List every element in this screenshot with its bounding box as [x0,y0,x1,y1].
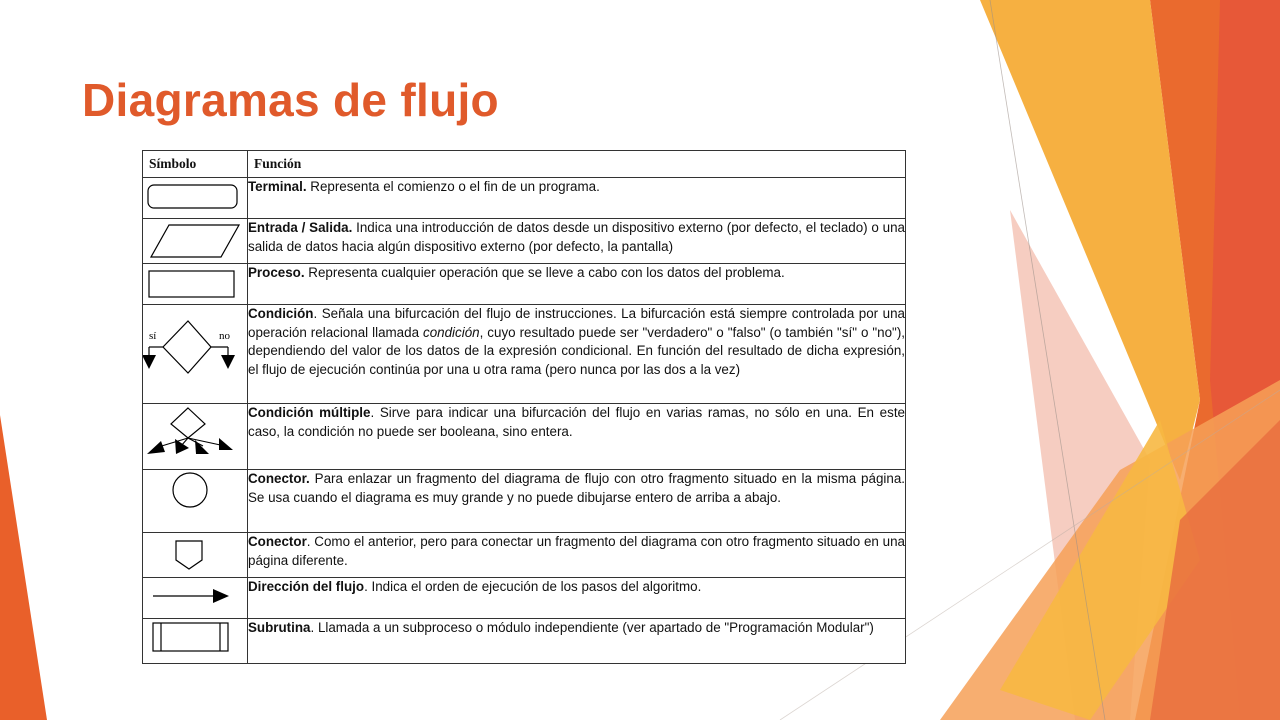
term-label: Entrada / Salida. [248,220,353,235]
term-label: Condición múltiple [248,405,371,420]
symbol-cell [143,178,248,219]
table-row [143,533,906,578]
offpage-connector-shape-icon [143,533,247,577]
function-cell [248,219,906,264]
slide-title: Diagramas de flujo [82,74,499,126]
symbol-cell [143,404,248,470]
term-description: Representa el comienzo o el fin de un programa. [306,179,600,194]
table-row [143,178,906,219]
table-row [143,619,906,664]
decision-no-label: no [219,330,230,342]
symbol-cell [143,619,248,664]
term-label: Conector [248,534,307,549]
symbol-cell [143,264,248,305]
process-shape-icon [143,264,247,304]
table-row [143,219,906,264]
symbol-cell [143,219,248,264]
term-label: Conector. [248,471,310,486]
connector-circle-shape-icon [143,470,247,532]
function-cell [248,578,906,619]
flow-arrow-shape-icon [143,578,247,618]
subroutine-shape-icon [143,619,247,663]
term-description: . Como el anterior, pero para conectar un fragmento del diagrama con otro fragmento situado en una página diferente. [248,534,905,568]
function-cell [248,404,906,470]
term-emphasis: condición [423,324,480,340]
function-cell [248,533,906,578]
term-label: Subrutina [248,620,311,635]
table-row [143,404,906,470]
table-row [143,470,906,533]
terminal-shape-icon [143,178,247,218]
flowchart-symbols-table [142,150,906,664]
input-output-shape-icon [143,219,247,263]
function-cell [248,305,906,404]
header-function: Función [248,151,906,178]
decision-yes-label: sí [149,330,157,342]
symbol-cell [143,533,248,578]
term-description: . Llamada a un subproceso o módulo independiente (ver apartado de "Programación Modular") [310,620,874,635]
term-description: Indica una introducción de datos desde un dispositivo externo (por defecto, el teclado) o una salida de datos hacia algún dispositivo externo (por defecto, la pantalla) [248,220,905,254]
term-description: Representa cualquier operación que se lleve a cabo con los datos del problema. [304,265,785,280]
term-description: . Sirve para indicar una bifurcación del flujo en varias ramas, no sólo en una. En este caso, la condición no puede ser booleana, sino entera. [248,405,905,439]
table-row [143,264,906,305]
term-label: Dirección del flujo [248,579,365,594]
symbol-cell [143,578,248,619]
term-description: . Indica el orden de ejecución de los pasos del algoritmo. [364,579,702,594]
term-label: Condición [248,306,314,321]
function-cell [248,264,906,305]
term-label: Proceso. [248,265,305,280]
function-cell [248,619,906,664]
function-cell [248,470,906,533]
deco-left-triangle [0,415,47,720]
term-label: Terminal. [248,179,307,194]
term-description: . Señala una bifurcación del flujo de instrucciones. La bifurcación está siempre controlada por una operación relacional llamada [248,306,905,340]
term-description-continued: , cuyo resultado puede ser "verdadero" o "falso" (o también "sí" o "no"), dependiendo del valor de los datos de la expresión condicional. En función del resultado de dicha expresión, el flujo de ejecución continúa por una u otra rama (pero nunca por las dos a la vez) [248,324,905,377]
function-cell [248,178,906,219]
header-symbol: Símbolo [143,151,248,178]
term-description: Para enlazar un fragmento del diagrama de flujo con otro fragmento situado en la misma página. Se usa cuando el diagrama es muy grande y no puede dibujarse entero de arriba a abajo. [248,471,905,505]
table-header-row [143,151,906,178]
decision-shape-icon [143,305,247,403]
multiple-decision-shape-icon [143,404,247,469]
table-row [143,578,906,619]
table-row [143,305,906,404]
symbol-cell [143,305,248,404]
symbol-cell [143,470,248,533]
